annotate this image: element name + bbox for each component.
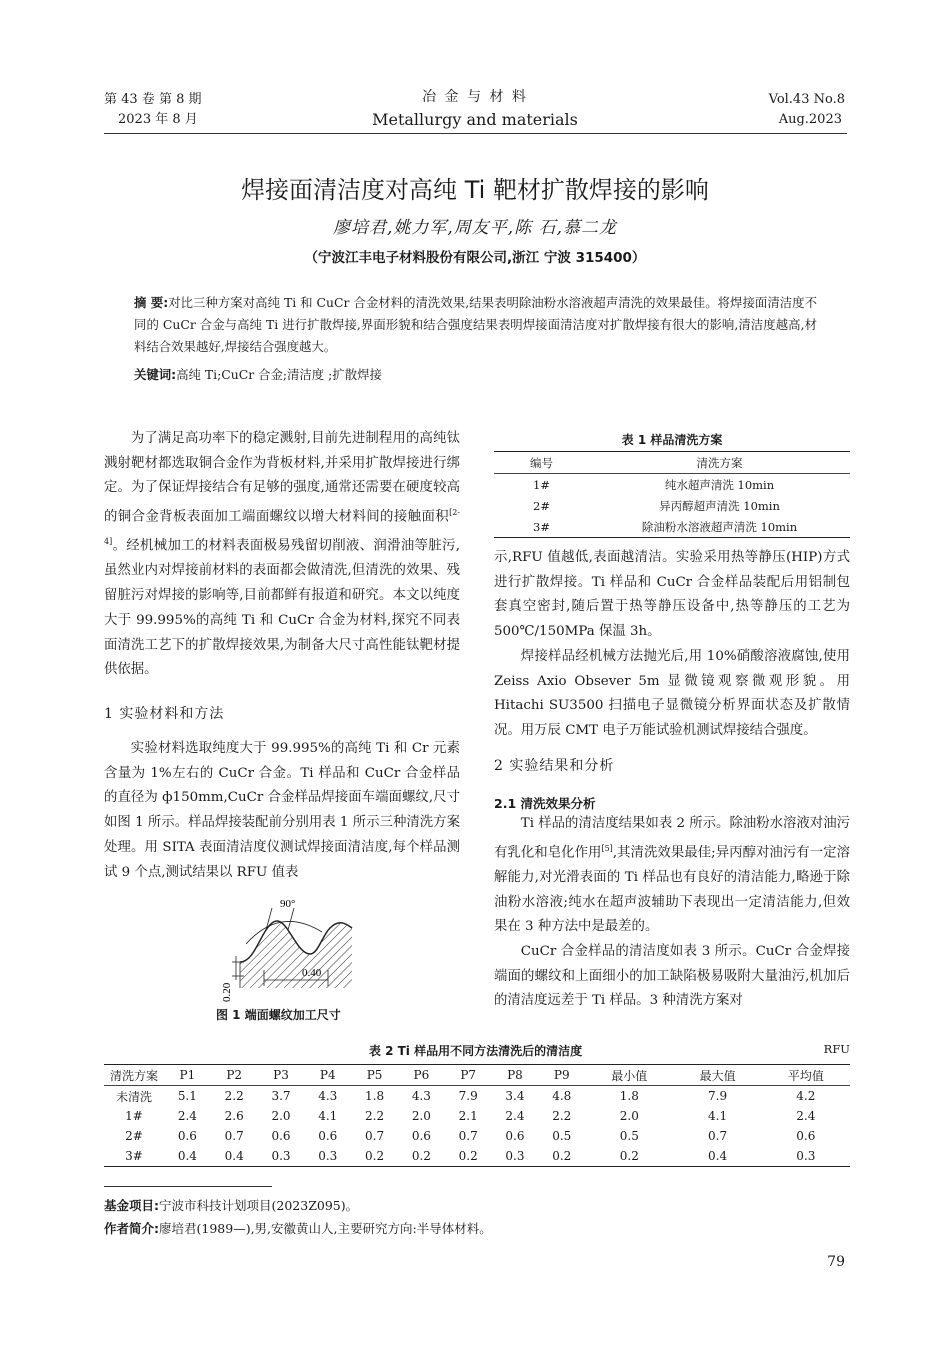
table-row	[104, 1146, 850, 1167]
date-cn: 2023 年 8 月	[118, 112, 198, 127]
table-cell: 0.6	[411, 1129, 431, 1143]
table-row	[104, 1126, 850, 1146]
table-cell: 4.1	[708, 1109, 728, 1123]
right-text-c2: ,其清洗效果最佳;异丙醇对油污有一定溶解能力,对光滑表面的 Ti 样品也有良好的清洁能力,略逊于除油粉水溶液;纯水在超声波辅助下表现出一定清洁能力,但效果在 3 种方法中是最差的。	[494, 845, 850, 935]
table-1	[494, 451, 850, 538]
keywords-text: 高纯 Ti;CuCr 合金;清洁度 ;扩散焊接	[176, 367, 382, 382]
keywords-label: 关键词:	[134, 367, 177, 382]
table-row	[104, 1106, 850, 1126]
table-2-unit: RFU	[823, 1042, 850, 1056]
table-cell: 纯水超声清洗 10min	[664, 477, 775, 492]
table-2-header: P5	[366, 1068, 383, 1082]
right-paragraph-a	[494, 546, 850, 744]
table-2-header: P3	[273, 1068, 289, 1082]
table-row	[104, 1086, 850, 1107]
table-2-caption: 表 2 Ti 样品用不同方法清洗后的清洁度	[368, 1044, 583, 1058]
table-2-header: P1	[179, 1068, 196, 1082]
table-cell: 0.7	[708, 1129, 728, 1143]
table-cell: 0.7	[224, 1129, 244, 1143]
table-cell: 0.3	[318, 1149, 338, 1163]
table-2-header: 清洗方案	[109, 1068, 158, 1083]
table-cell: 4.8	[552, 1089, 572, 1103]
table-cell: 7.9	[708, 1089, 728, 1103]
table-cell: 1.8	[365, 1089, 385, 1103]
abstract	[134, 292, 817, 358]
table-2-header: 平均值	[787, 1068, 824, 1083]
table-cell: 0.4	[224, 1149, 244, 1163]
table-cell: 0.4	[708, 1149, 728, 1163]
table-cell: 2.4	[796, 1109, 816, 1123]
table-2-header: P8	[507, 1068, 523, 1082]
table-cell: 0.6	[318, 1129, 338, 1143]
abstract-text: 对比三种方案对高纯 Ti 和 CuCr 合金材料的清洗效果,结果表明除油粉水溶液超声清洗的效果最佳。将焊接面清洁度不同的 CuCr 合金与高纯 Ti 进行扩散焊接,界面形貌和结合强度结果表明焊接面清洁度对扩散焊接有很大的影响,清洁度越高,材料结合效果越好,焊接结合强度越大。	[134, 295, 817, 354]
table-2-header: P4	[319, 1068, 336, 1082]
section-1-text: 实验材料选取纯度大于 99.995%的高纯 Ti 和 Cr 元素含量为 1%左右的 CuCr 合金。Ti 样品和 CuCr 合金样品的直径为 ф150mm,CuCr 合金样品焊接面车端面螺纹,尺寸如图 1 所示。样品焊接装配前分别用表 1 所示三种清洗方案处理。用 SITA 表面清洁度仪测试焊接面清洁度,每个样品测试 9 个点,测试结果以 RFU 值表	[104, 741, 460, 880]
figure-1-angle-label: 90°	[280, 898, 296, 910]
section-1-heading: 1 实验材料和方法	[104, 706, 225, 722]
volume-issue-cn: 第 43 卷 第 8 期	[104, 92, 202, 107]
intro-paragraph	[104, 427, 460, 683]
intro-text-b: 。经机械加工的材料表面极易残留切削液、润滑油等脏污,虽然业内对焊接前材料的表面都会做清洗,但清洗的效果、残留脏污对焊接的影响等,目前都鲜有报道和研究。本文以纯度大于 99.995%的高纯 Ti 和 CuCr 合金为材料,探究不同表面清洗工艺下的扩散焊接效果,为制备大尺寸高性能钛靶材提供依据。	[104, 538, 460, 678]
table-cell: 0.6	[505, 1129, 525, 1143]
table-row	[494, 495, 850, 516]
right-text-a: 示,RFU 值越低,表面越清洁。实验采用热等静压(HIP)方式进行扩散焊接。Ti 样品和 CuCr 合金样品装配后用铝制包套真空密封,随后置于热等静压设备中,热等静压的工艺为 500℃/150MPa 保温 3h。	[494, 550, 850, 640]
figure-1-width-label: 0.40	[302, 967, 322, 979]
table-cell: 2.0	[619, 1109, 639, 1123]
table-cell: 0.7	[365, 1129, 385, 1143]
citation-ref: [2-4]	[104, 508, 460, 547]
intro-text-a: 为了满足高功率下的稳定溅射,目前先进制程用的高纯钛溅射靶材都选取铜合金作为背板材料,并采用扩散焊接进行绑定。为了保证焊接结合有足够的强度,通常还需要在硬度较高的铜合金背板表面加工端面螺纹以增大材料间的接触面积	[104, 431, 460, 525]
table-2-header: 最大值	[699, 1068, 736, 1083]
footnote-fund	[104, 1196, 358, 1214]
table-cell: 4.3	[411, 1089, 431, 1103]
table-1-header-scheme: 清洗方案	[696, 455, 743, 470]
header-rule	[104, 133, 847, 134]
table-cell: 2.6	[224, 1109, 244, 1123]
table-cell: 4.3	[318, 1089, 338, 1103]
table-cell: 2.0	[271, 1109, 291, 1123]
table-cell: 2.0	[411, 1109, 431, 1123]
table-1-header-id: 编号	[530, 455, 553, 470]
table-cell: 0.6	[271, 1129, 291, 1143]
subsection-2-1-heading: 2.1 清洗效果分析	[494, 796, 596, 811]
table-cell: 2.2	[224, 1089, 244, 1103]
fund-label: 基金项目:	[104, 1198, 159, 1213]
table-row	[494, 474, 850, 496]
table-cell: 1.8	[619, 1089, 639, 1103]
section-1-paragraph	[104, 737, 460, 885]
affiliation: （宁波江丰电子材料股份有限公司,浙江 宁波 315400）	[304, 250, 646, 266]
table-cell: 3.4	[505, 1089, 525, 1103]
table-cell: 4.1	[318, 1109, 338, 1123]
table-cell: 0.2	[458, 1149, 478, 1163]
section-2-heading: 2 实验结果和分析	[494, 758, 615, 774]
keywords	[134, 364, 817, 386]
table-cell: 0.2	[365, 1149, 385, 1163]
paper-title: 焊接面清洁度对高纯 Ti 靶材扩散焊接的影响	[241, 176, 709, 204]
table-cell: 0.6	[796, 1129, 816, 1143]
table-cell: 0.2	[411, 1149, 431, 1163]
table-cell: 3.7	[271, 1089, 291, 1103]
table-cell: 2.2	[365, 1109, 385, 1123]
table-cell: 除油粉水溶液超声清洗 10min	[641, 519, 798, 534]
footnote-rule	[104, 1186, 272, 1187]
table-2-header: 最小值	[611, 1068, 648, 1083]
authors: 廖培君,姚力军,周友平,陈 石,慕二龙	[332, 218, 618, 238]
volume-issue-en: Vol.43 No.8	[768, 92, 845, 107]
table-cell: 2.2	[552, 1109, 572, 1123]
table-cell: 0.2	[619, 1149, 639, 1163]
footnote-author	[104, 1219, 492, 1237]
table-cell: 异丙醇超声清洗 10min	[659, 498, 780, 513]
table-cell: 0.6	[177, 1129, 197, 1143]
table-cell: 3#	[125, 1149, 143, 1163]
table-cell: 2.1	[458, 1109, 478, 1123]
table-1-caption: 表 1 样品清洗方案	[621, 433, 723, 447]
table-cell: 2#	[125, 1129, 143, 1143]
table-cell: 7.9	[458, 1089, 478, 1103]
table-cell: 0.3	[796, 1149, 816, 1163]
author-bio-text: 廖培君(1989—),男,安徽黄山人,主要研究方向:半导体材料。	[159, 1221, 492, 1236]
right-paragraph-c	[494, 812, 850, 1014]
table-cell: 未清洗	[115, 1089, 152, 1104]
table-cell: 3#	[533, 519, 550, 534]
table-1-header-row	[494, 452, 850, 474]
figure-1-caption: 图 1 端面螺纹加工尺寸	[216, 1008, 341, 1022]
table-cell: 5.1	[177, 1089, 197, 1103]
table-2	[104, 1064, 850, 1167]
table-cell: 2.4	[177, 1109, 197, 1123]
journal-name-en: Metallurgy and materials	[372, 110, 578, 129]
table-2-header: P2	[226, 1068, 243, 1082]
table-cell: 0.7	[458, 1129, 478, 1143]
abstract-label: 摘 要:	[134, 295, 169, 310]
page-number: 79	[827, 1254, 845, 1270]
right-text-c1: Ti 样品的清洁度结果如表 2 所示。除油粉水溶液对油污有乳化和皂化作用	[494, 816, 850, 861]
table-cell: 4.2	[796, 1089, 816, 1103]
table-cell: 0.4	[177, 1149, 197, 1163]
right-text-b: 焊接样品经机械方法抛光后,用 10%硝酸溶液腐蚀,使用 Zeiss Axio Obsever 5m 显微镜观察微观形貌。用 Hitachi SU3500 扫描电子显微镜分析界面状态及扩散情况。用万辰 CMT 电子万能试验机测试焊接结合强度。	[494, 648, 850, 738]
figure-1-height-label: 0.20	[221, 982, 233, 1002]
table-cell: 0.5	[552, 1129, 572, 1143]
right-text-d: CuCr 合金样品的清洁度如表 3 所示。CuCr 合金焊接端面的螺纹和上面细小的加工缺陷极易吸附大量油污,机加后的清洁度远差于 Ti 样品。3 种清洗方案对	[494, 943, 850, 1009]
author-bio-label: 作者简介:	[104, 1221, 159, 1236]
table-cell: 2.4	[505, 1109, 525, 1123]
figure-1-thread-diagram	[210, 892, 360, 1010]
fund-text: 宁波市科技计划项目(2023Z095)。	[159, 1198, 359, 1213]
date-en: Aug.2023	[778, 112, 842, 127]
table-cell: 2#	[533, 498, 550, 513]
table-2-header: P9	[553, 1068, 570, 1082]
table-cell: 0.3	[271, 1149, 291, 1163]
citation-ref: [5]	[601, 843, 613, 853]
table-cell: 1#	[125, 1109, 143, 1123]
table-row	[494, 516, 850, 538]
table-cell: 0.3	[505, 1149, 525, 1163]
table-2-header-row	[104, 1065, 850, 1086]
table-cell: 0.2	[552, 1149, 572, 1163]
table-cell: 0.5	[619, 1129, 639, 1143]
table-2-header: P7	[460, 1068, 477, 1082]
journal-name-cn: 冶 金 与 材 料	[422, 89, 528, 105]
table-2-header: P6	[413, 1068, 430, 1082]
table-cell: 1#	[533, 477, 550, 492]
